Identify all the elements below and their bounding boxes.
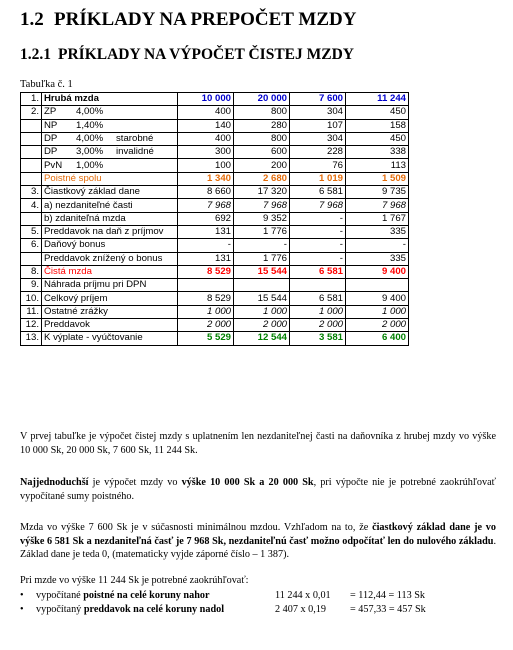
value-cell: 2 000 (346, 319, 409, 332)
row-label (42, 159, 178, 172)
value-cell: 6 581 (290, 292, 346, 305)
value-cell: 15 544 (234, 265, 290, 278)
row-label: Čistá mzda (42, 265, 178, 278)
row-label: Ostatné zrážky (42, 305, 178, 318)
section-heading: 1.2 PRÍKLADY NA PREPOČET MZDY (20, 9, 357, 30)
table-row (21, 146, 409, 159)
wage-table (20, 92, 409, 346)
table-row (21, 305, 409, 318)
table-row (21, 279, 409, 292)
row-number: 11. (21, 305, 42, 318)
paragraph-1: V prvej tabuľke je výpočet čistej mzdy s uplatnením len nezdaniteľnej časti na daňovníka z hrubej mzdy vo výške 10 000 Sk, 20 000 Sk, 7 600 Sk, 11 244 Sk. (20, 431, 496, 456)
row-label: Náhrada príjmu pri DPN (42, 279, 178, 292)
row-number (21, 252, 42, 265)
value-cell: 7 968 (234, 199, 290, 212)
row-number (21, 119, 42, 132)
table-row (21, 239, 409, 252)
value-cell: 20 000 (234, 93, 290, 106)
value-cell: 9 352 (234, 212, 290, 225)
bullet-item: • vypočítané poistné na celé koruny nahor 11 244 x 0,01 = 112,44 = 113 Sk (20, 590, 425, 601)
value-cell (290, 279, 346, 292)
table-row (21, 119, 409, 132)
table-row (21, 332, 409, 345)
value-cell: - (290, 252, 346, 265)
row-label-part: NP (44, 119, 58, 131)
value-cell: 335 (346, 225, 409, 238)
row-label-part: 4,00% (76, 106, 104, 118)
row-number: 8. (21, 265, 42, 278)
value-cell: 304 (290, 106, 346, 119)
row-number: 12. (21, 319, 42, 332)
value-cell: 6 581 (290, 186, 346, 199)
value-cell: 3 581 (290, 332, 346, 345)
bullet-icon: • (20, 590, 24, 601)
value-cell: 158 (346, 119, 409, 132)
value-cell: 400 (178, 106, 234, 119)
row-number: 10. (21, 292, 42, 305)
row-label: Poistné spolu (42, 172, 178, 185)
row-label: a) nezdaniteľné časti (42, 199, 178, 212)
value-cell: 338 (346, 146, 409, 159)
value-cell: 7 968 (290, 199, 346, 212)
row-label: Celkový príjem (42, 292, 178, 305)
row-label (42, 146, 178, 159)
row-number: 2. (21, 106, 42, 119)
value-cell: 600 (234, 146, 290, 159)
value-cell: - (234, 239, 290, 252)
bullet-item: • vypočítaný preddavok na celé koruny nadol 2 407 x 0,19 = 457,33 = 457 Sk (20, 604, 426, 615)
table-caption: Tabuľka č. 1 (20, 79, 73, 90)
value-cell: 1 000 (290, 305, 346, 318)
row-number (21, 146, 42, 159)
value-cell: 6 400 (346, 332, 409, 345)
table-row (21, 106, 409, 119)
row-label (42, 119, 178, 132)
value-cell: 76 (290, 159, 346, 172)
row-label: Preddavok na daň z príjmov (42, 225, 178, 238)
value-cell: 7 968 (346, 199, 409, 212)
row-label-part: 3,00% (76, 146, 104, 158)
value-cell: 5 529 (178, 332, 234, 345)
value-cell: 11 244 (346, 93, 409, 106)
value-cell: 450 (346, 132, 409, 145)
value-cell: 9 400 (346, 265, 409, 278)
paragraph-4: Pri mzde vo výške 11 244 Sk je potrebné zaokrúhľovať: (20, 575, 249, 586)
row-label: Daňový bonus (42, 239, 178, 252)
row-label (42, 132, 178, 145)
row-label: Preddavok znížený o bonus (42, 252, 178, 265)
value-cell: 800 (234, 132, 290, 145)
value-cell: 304 (290, 132, 346, 145)
row-number: 1. (21, 93, 42, 106)
row-number: 13. (21, 332, 42, 345)
row-label-part: starobné (116, 133, 154, 145)
row-label: b) zdaniteľná mzda (42, 212, 178, 225)
value-cell: 140 (178, 119, 234, 132)
value-cell: 450 (346, 106, 409, 119)
value-cell: 1 000 (234, 305, 290, 318)
table-row (21, 225, 409, 238)
value-cell: 6 581 (290, 265, 346, 278)
value-cell: 8 660 (178, 186, 234, 199)
value-cell: 800 (234, 106, 290, 119)
value-cell: 1 776 (234, 225, 290, 238)
value-cell: 2 000 (290, 319, 346, 332)
paragraph-3: Mzda vo výške 7 600 Sk je v súčasnosti minimálnou mzdou. Vzhľadom na to, že čiastkový základ dane je vo výške 6 581 Sk a nezdaniteľná časť je 7 968 Sk, nezdaniteľnú časť možno odpočítať len do nulového základu. Základ dane je teda 0, (matematicky vyjde záporné číslo – 1 387). (20, 522, 496, 561)
value-cell (234, 279, 290, 292)
value-cell: 107 (290, 119, 346, 132)
row-label-part: invalidné (116, 146, 154, 158)
value-cell: 1 000 (178, 305, 234, 318)
value-cell: 12 544 (234, 332, 290, 345)
value-cell: 9 400 (346, 292, 409, 305)
row-number (21, 172, 42, 185)
row-number (21, 212, 42, 225)
table-row (21, 252, 409, 265)
row-number: 9. (21, 279, 42, 292)
row-label-part: 4,00% (76, 133, 104, 145)
row-number: 6. (21, 239, 42, 252)
value-cell: 1 000 (346, 305, 409, 318)
value-cell: 7 968 (178, 199, 234, 212)
value-cell: - (290, 225, 346, 238)
row-number (21, 159, 42, 172)
bullet-icon: • (20, 604, 24, 615)
value-cell: 131 (178, 225, 234, 238)
value-cell: 280 (234, 119, 290, 132)
value-cell: 1 509 (346, 172, 409, 185)
row-label (42, 106, 178, 119)
value-cell: 2 000 (178, 319, 234, 332)
table-row (21, 159, 409, 172)
value-cell: 335 (346, 252, 409, 265)
value-cell: - (290, 212, 346, 225)
table-row (21, 292, 409, 305)
row-label: K výplate - vyúčtovanie (42, 332, 178, 345)
value-cell: 131 (178, 252, 234, 265)
value-cell: 8 529 (178, 292, 234, 305)
table-row (21, 319, 409, 332)
subsection-heading: 1.2.1 PRÍKLADY NA VÝPOČET ČISTEJ MZDY (20, 46, 354, 63)
row-number: 4. (21, 199, 42, 212)
paragraph-2: Najjednoduchší je výpočet mzdy vo výške 10 000 Sk a 20 000 Sk, pri výpočte nie je potrebné zaokrúhľovať vypočítané sumy poistného. (20, 477, 496, 502)
table-row (21, 93, 409, 106)
row-number: 5. (21, 225, 42, 238)
value-cell: 1 019 (290, 172, 346, 185)
row-label-part: DP (44, 146, 58, 158)
row-label: Hrubá mzda (42, 93, 178, 106)
value-cell: 2 000 (234, 319, 290, 332)
value-cell: 100 (178, 159, 234, 172)
value-cell: 17 320 (234, 186, 290, 199)
value-cell: 15 544 (234, 292, 290, 305)
value-cell: 1 767 (346, 212, 409, 225)
row-label: Preddavok (42, 319, 178, 332)
value-cell (346, 279, 409, 292)
table-row (21, 172, 409, 185)
value-cell: 9 735 (346, 186, 409, 199)
value-cell: 200 (234, 159, 290, 172)
value-cell: 1 776 (234, 252, 290, 265)
row-number (21, 132, 42, 145)
value-cell: 1 340 (178, 172, 234, 185)
value-cell: - (290, 239, 346, 252)
row-label: Čiastkový základ dane (42, 186, 178, 199)
row-label-part: ZP (44, 106, 57, 118)
value-cell: 7 600 (290, 93, 346, 106)
row-label-part: 1,40% (76, 119, 104, 131)
table-row (21, 212, 409, 225)
value-cell: 300 (178, 146, 234, 159)
table-row (21, 265, 409, 278)
table-row (21, 186, 409, 199)
value-cell: - (178, 239, 234, 252)
value-cell: 692 (178, 212, 234, 225)
value-cell: 8 529 (178, 265, 234, 278)
value-cell: 113 (346, 159, 409, 172)
row-label-part: PvN (44, 159, 63, 171)
value-cell: 400 (178, 132, 234, 145)
value-cell: - (346, 239, 409, 252)
value-cell: 10 000 (178, 93, 234, 106)
row-label-part: DP (44, 133, 58, 145)
value-cell: 2 680 (234, 172, 290, 185)
table-row (21, 199, 409, 212)
row-label-part: 1,00% (76, 159, 104, 171)
value-cell (178, 279, 234, 292)
value-cell: 228 (290, 146, 346, 159)
table-row (21, 132, 409, 145)
row-number: 3. (21, 186, 42, 199)
